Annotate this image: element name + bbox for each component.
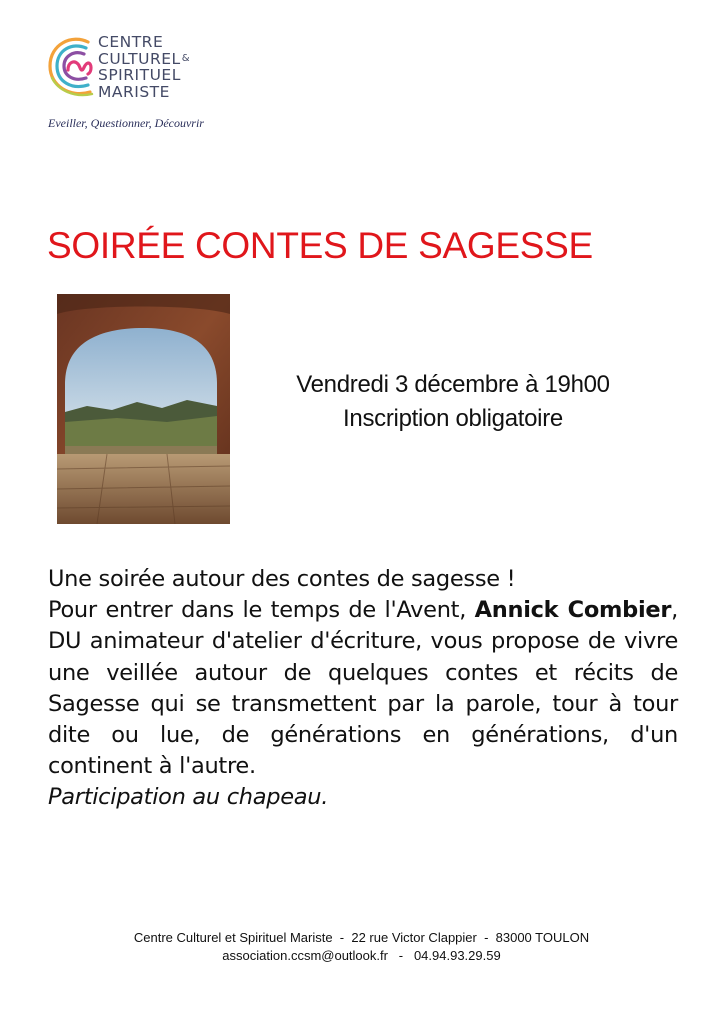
- description-part-2: , DU animateur d'atelier d'écriture, vous propose de vivre une veillée autour de quelques contes et récits de Sagesse qui se transmettent par la parole, tour à tour dite ou lue, de générations en générations, d'un continent à l'autre.: [48, 597, 678, 780]
- ccsm-swirl-icon: [44, 32, 96, 102]
- event-description: [48, 564, 678, 814]
- logo-line-1: CENTRE: [98, 33, 164, 51]
- footer-address: Centre Culturel et Spirituel Mariste - 22 rue Victor Clappier - 83000 TOULON: [133, 930, 590, 945]
- stone-arch-photo: [57, 294, 230, 524]
- logo-ampersand: &: [181, 52, 190, 64]
- logo-line-4: MARISTE: [98, 82, 170, 101]
- footer: [0, 929, 723, 965]
- description-intro: Une soirée autour des contes de sagesse !: [48, 566, 516, 592]
- speaker-name: Annick Combier: [474, 597, 672, 624]
- logo-tagline: Eveiller, Questionner, Découvrir: [48, 116, 204, 130]
- participation-note: Participation au chapeau.: [48, 784, 329, 811]
- footer-contact: association.ccsm@outlook.fr - 04.94.93.29.59: [222, 948, 501, 963]
- event-info: [238, 368, 668, 436]
- page-title: SOIRÉE CONTES DE SAGESSE: [47, 224, 593, 266]
- logo-line-2-word: CULTUREL: [98, 49, 181, 68]
- logo-line-2: [98, 51, 190, 68]
- ccsm-logo: [44, 30, 244, 135]
- logo-line-3: SPIRITUEL: [98, 66, 181, 84]
- description-paragraph: [48, 595, 678, 782]
- logo-wordmark: [98, 34, 190, 100]
- description-part-1: Pour entrer dans le temps de l'Avent,: [48, 597, 475, 624]
- event-registration: Inscription obligatoire: [343, 405, 563, 432]
- event-date: Vendredi 3 décembre à 19h00: [296, 371, 610, 398]
